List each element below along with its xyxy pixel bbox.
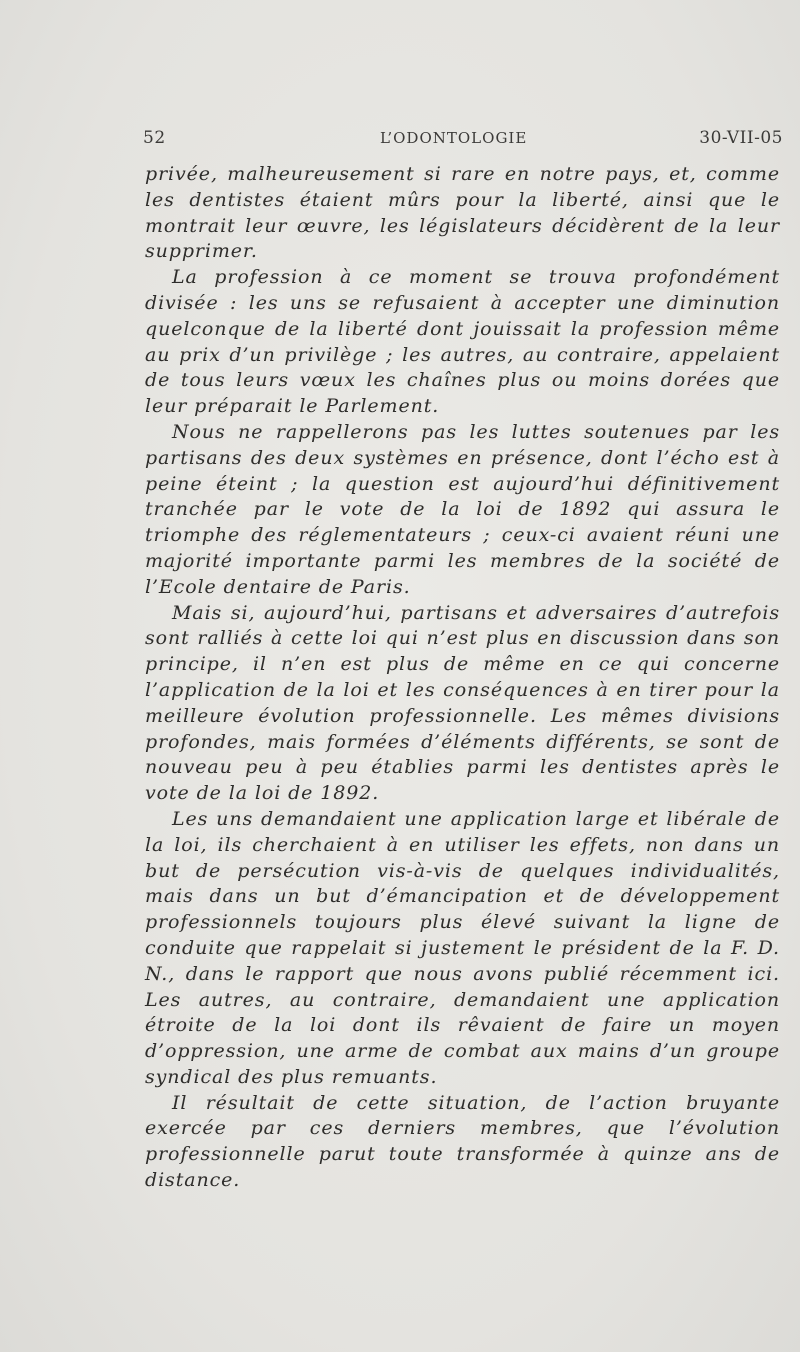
paragraph-5: Les uns demandaient une application large et libérale de la loi, ils cherchaient à en utiliser les effets, non dans un but de persécution vis-à-vis de quelques individualités, mais dans un but d’émancipation et de développement professionnels toujours plus élevé suivant la ligne de conduite que rappelait si justement le président de la F. D. N., dans le rapport que nous avons publié récemment ici. Les autres, au contraire, demandaient une application étroite de la loi dont ils rêvaient de faire un moyen d’oppression, une arme de combat aux mains d’un groupe syndical des plus remuants. <box>145 807 780 1088</box>
running-title: L’ODONTOLOGIE <box>380 129 528 147</box>
running-header <box>143 128 783 154</box>
body-text <box>145 162 780 1194</box>
issue-date: 30-VII-05 <box>699 128 783 148</box>
page-number: 52 <box>143 128 166 148</box>
paragraph-6: Il résultait de cette situation, de l’action bruyante exercée par ces derniers membres, que l’évolution professionnelle parut toute transformée à quinze ans de distance. <box>145 1091 780 1192</box>
paragraph-3: Nous ne rappellerons pas les luttes soutenues par les partisans des deux systèmes en présence, dont l’écho est à peine éteint ; la question est aujourd’hui définitivement tranchée par le vote de la loi de 1892 qui assura le triomphe des réglementateurs ; ceux-ci avaient réuni une majorité importante parmi les membres de la société de l’Ecole dentaire de Paris. <box>145 420 780 598</box>
paragraph-2: La profession à ce moment se trouva profondément divisée : les uns se refusaient à accepter une diminution quelconque de la liberté dont jouissait la profession même au prix d’un privilège ; les autres, au contraire, appelaient de tous leurs vœux les chaînes plus ou moins dorées que leur préparait le Parlement. <box>145 266 780 418</box>
paragraph-4: Mais si, aujourd’hui, partisans et adversaires d’autrefois sont ralliés à cette loi qui n’est plus en discussion dans son principe, il n’en est plus de même en ce qui concerne l’application de la loi et les conséquences à en tirer pour la meilleure évolution professionnelle. Les mêmes divisions profondes, mais formées d’éléments différents, se sont de nouveau peu à peu établies parmi les dentistes après le vote de la loi de 1892. <box>145 601 780 805</box>
paragraph-1: privée, malheureusement si rare en notre pays, et, comme les dentistes étaient mûrs pour la liberté, ainsi que le montrait leur œuvre, les législateurs décidèrent de la leur supprimer. <box>145 163 780 263</box>
